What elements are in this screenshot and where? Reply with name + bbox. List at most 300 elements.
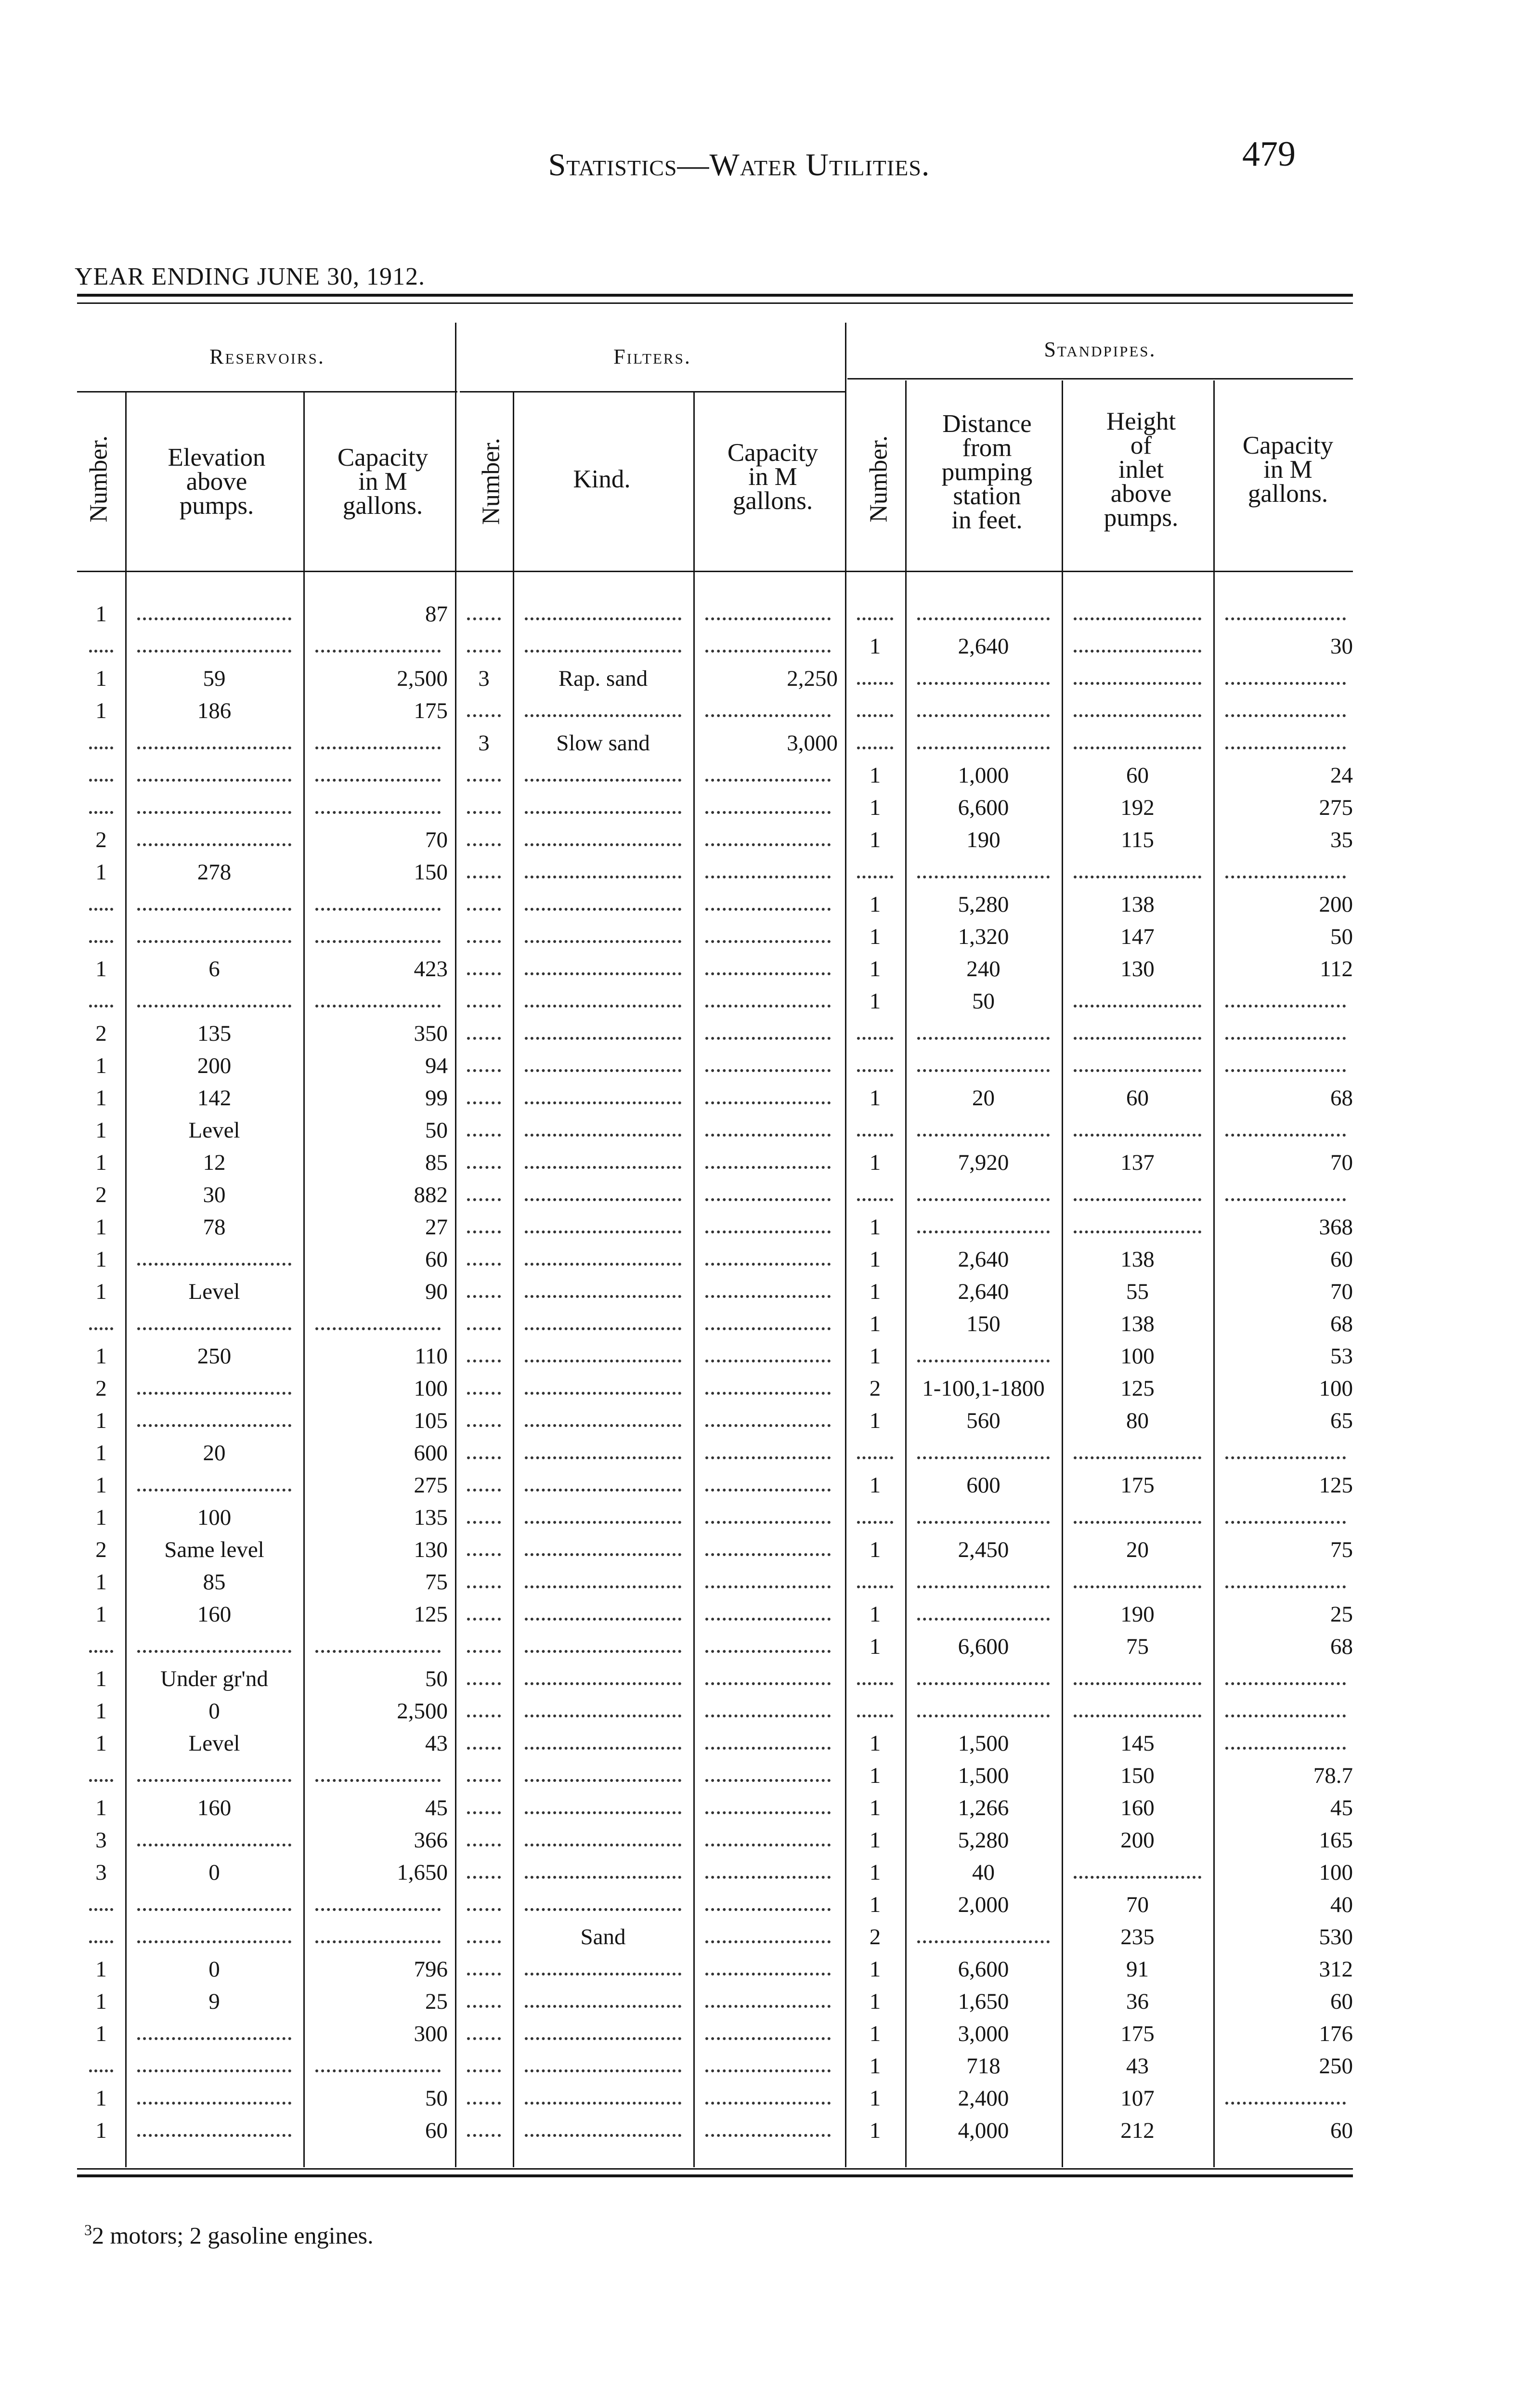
col-header-fil-kind: Kind.	[573, 465, 631, 493]
table-cell-rc: 300	[414, 2021, 448, 2046]
hdr-line: station	[953, 482, 1021, 510]
leader-dots	[525, 2102, 681, 2105]
table-cell-sn: 1	[869, 1860, 881, 1885]
leader-dots	[1225, 617, 1346, 620]
table-cell-rn: 1	[95, 1086, 107, 1111]
leader-dots	[705, 1198, 831, 1201]
leader-dots	[1074, 1198, 1201, 1201]
table-cell-sc: 70	[1330, 1150, 1353, 1175]
leader-dots	[705, 1811, 831, 1814]
table-cell-sd: 3,000	[958, 2021, 1009, 2046]
table-cell-rc: 27	[425, 1215, 448, 1240]
table-cell-re: 0	[208, 1860, 220, 1885]
leader-dots	[917, 1940, 1050, 1943]
leader-dots	[705, 1295, 831, 1298]
table-cell-sd: 2,640	[958, 634, 1009, 659]
table-cell-sn: 1	[869, 1311, 881, 1336]
hdr-line: Capacity	[727, 439, 818, 467]
hdr-line: in M	[1263, 456, 1312, 484]
hdr-line: above	[1110, 480, 1172, 508]
table-cell-sc: 53	[1330, 1344, 1353, 1369]
leader-dots	[467, 2102, 501, 2105]
leader-dots	[705, 940, 831, 943]
leader-dots	[1074, 1005, 1201, 1008]
leader-dots	[857, 1714, 893, 1717]
table-cell-sn: 1	[869, 827, 881, 852]
leader-dots	[89, 779, 113, 782]
table-cell-sn: 1	[869, 1247, 881, 1272]
table-cell-rn: 2	[95, 1537, 107, 1562]
table-cell-sh: 137	[1120, 1150, 1155, 1175]
table-cell-sh: 36	[1126, 1989, 1149, 2014]
hdr-line: Capacity	[337, 444, 429, 471]
table-cell-rn: 1	[95, 1215, 107, 1240]
table-cell-sd: 2,640	[958, 1247, 1009, 1272]
title-dash: —	[677, 147, 710, 183]
col-rule	[1062, 380, 1063, 2167]
table-cell-sd: 6,600	[958, 1634, 1009, 1659]
table-cell-sn: 1	[869, 795, 881, 820]
leader-dots	[705, 1166, 831, 1169]
leader-dots	[857, 682, 893, 685]
table-cell-sc: 24	[1330, 763, 1353, 788]
hdr-line: above	[186, 468, 247, 496]
leader-dots	[137, 1779, 291, 1782]
group-rule-mid	[460, 391, 845, 393]
table-cell-rn: 1	[95, 1408, 107, 1433]
leader-dots	[525, 1844, 681, 1846]
leader-dots	[467, 1973, 501, 1976]
leader-dots	[467, 1489, 501, 1492]
table-cell-sd: 1,000	[958, 763, 1009, 788]
leader-dots	[137, 1424, 291, 1427]
table-cell-rn: 1	[95, 1505, 107, 1530]
leader-dots	[917, 746, 1050, 749]
table-cell-rc: 50	[425, 2086, 448, 2111]
leader-dots	[1225, 1069, 1346, 1072]
table-cell-rc: 350	[414, 1021, 448, 1046]
leader-dots	[857, 1682, 893, 1685]
leader-dots	[315, 650, 441, 653]
hdr-line: Elevation	[168, 444, 266, 471]
table-cell-rc: 135	[414, 1505, 448, 1530]
leader-dots	[467, 1230, 501, 1233]
col-header-std-distance	[910, 412, 1064, 532]
leader-dots	[467, 1747, 501, 1750]
hdr-line: Capacity	[1242, 432, 1334, 459]
leader-dots	[137, 650, 291, 653]
leader-dots	[917, 1360, 1050, 1362]
table-cell-rn: 1	[95, 1150, 107, 1175]
leader-dots	[525, 1650, 681, 1653]
leader-dots	[467, 1908, 501, 1911]
col-rule	[513, 393, 514, 2167]
hdr-line: inlet	[1118, 456, 1164, 484]
leader-dots	[467, 779, 501, 782]
hdr-line: Distance	[942, 410, 1032, 438]
leader-dots	[917, 1069, 1050, 1072]
leader-dots	[917, 1521, 1050, 1524]
leader-dots	[1225, 1005, 1346, 1008]
leader-dots	[705, 1618, 831, 1621]
leader-dots	[467, 1585, 501, 1588]
table-cell-rc: 85	[425, 1150, 448, 1175]
leader-dots	[1225, 1134, 1346, 1137]
leader-dots	[467, 617, 501, 620]
leader-dots	[467, 1295, 501, 1298]
leader-dots	[315, 811, 441, 814]
top-rule-thin	[77, 302, 1353, 304]
col-header-res-number: Number.	[85, 435, 113, 523]
leader-dots	[525, 1005, 681, 1008]
table-cell-re: Level	[188, 1279, 240, 1304]
hdr-line: gallons.	[1247, 480, 1328, 508]
table-cell-sn: 1	[869, 1795, 881, 1820]
leader-dots	[705, 1327, 831, 1330]
table-cell-sc: 60	[1330, 2118, 1353, 2143]
col-header-std-capacity	[1218, 433, 1358, 506]
table-cell-rc: 150	[414, 860, 448, 885]
leader-dots	[315, 908, 441, 911]
table-cell-re: Same level	[164, 1537, 264, 1562]
table-cell-sn: 1	[869, 1957, 881, 1982]
leader-dots	[137, 1908, 291, 1911]
table-cell-sc: 40	[1330, 1892, 1353, 1917]
leader-dots	[467, 1779, 501, 1782]
table-cell-sd: 5,280	[958, 1828, 1009, 1853]
table-cell-sc: 75	[1330, 1537, 1353, 1562]
leader-dots	[525, 1908, 681, 1911]
leader-dots	[917, 1618, 1050, 1621]
table-cell-rc: 75	[425, 1570, 448, 1595]
hdr-line: pumps.	[179, 492, 254, 520]
leader-dots	[705, 617, 831, 620]
leader-dots	[705, 1940, 831, 1943]
leader-dots	[525, 1456, 681, 1459]
leader-dots	[89, 940, 113, 943]
table-cell-sd: 1,266	[958, 1795, 1009, 1820]
table-cell-rc: 25	[425, 1989, 448, 2014]
table-cell-rn: 1	[95, 1053, 107, 1078]
col-header-fil-number: Number.	[477, 438, 505, 525]
hdr-line: in M	[358, 468, 407, 496]
leader-dots	[917, 1198, 1050, 1201]
leader-dots	[525, 811, 681, 814]
leader-dots	[525, 1973, 681, 1976]
table-cell-rc: 60	[425, 2118, 448, 2143]
table-cell-rn: 3	[95, 1828, 107, 1853]
table-cell-re: 135	[197, 1021, 232, 1046]
leader-dots	[1225, 1714, 1346, 1717]
leader-dots	[315, 1940, 441, 1943]
leader-dots	[1074, 714, 1201, 717]
table-cell-sn: 1	[869, 989, 881, 1014]
table-cell-rc: 275	[414, 1473, 448, 1498]
table-cell-rc: 70	[425, 827, 448, 852]
leader-dots	[705, 1424, 831, 1427]
leader-dots	[137, 908, 291, 911]
table-cell-sh: 75	[1126, 1634, 1149, 1659]
leader-dots	[89, 1327, 113, 1330]
table-cell-rn: 1	[95, 1602, 107, 1627]
leader-dots	[525, 2069, 681, 2072]
leader-dots	[525, 1876, 681, 1879]
leader-dots	[705, 1779, 831, 1782]
leader-dots	[525, 972, 681, 975]
table-cell-sd: 150	[966, 1311, 1000, 1336]
leader-dots	[525, 876, 681, 878]
leader-dots	[525, 1521, 681, 1524]
table-cell-re: 59	[203, 666, 226, 691]
table-cell-rn: 1	[95, 1344, 107, 1369]
table-cell-sh: 138	[1120, 1311, 1155, 1336]
header-bottom-rule	[77, 571, 1353, 572]
leader-dots	[137, 746, 291, 749]
table-cell-sh: 100	[1120, 1344, 1155, 1369]
leader-dots	[137, 1005, 291, 1008]
table-cell-rn: 2	[95, 1376, 107, 1401]
leader-dots	[705, 876, 831, 878]
leader-dots	[467, 1360, 501, 1362]
table-cell-sc: 312	[1319, 1957, 1353, 1982]
leader-dots	[467, 1037, 501, 1040]
leader-dots	[705, 2037, 831, 2040]
table-cell-re: 9	[208, 1989, 220, 2014]
table-cell-sd: 718	[966, 2054, 1000, 2079]
table-cell-sc: 60	[1330, 1247, 1353, 1272]
leader-dots	[857, 1521, 893, 1524]
title-prefix: Statistics	[548, 147, 677, 183]
table-cell-sn: 1	[869, 1344, 881, 1369]
table-cell-sc: 35	[1330, 827, 1353, 852]
table-cell-fk: Sand	[580, 1924, 626, 1950]
leader-dots	[705, 1037, 831, 1040]
table-cell-re: 30	[203, 1182, 226, 1207]
title-rest: Water Utilities.	[709, 147, 930, 183]
table-cell-sc: 100	[1319, 1376, 1353, 1401]
table-cell-sn: 1	[869, 1537, 881, 1562]
leader-dots	[705, 1553, 831, 1556]
bottom-rule-thick	[77, 2174, 1353, 2177]
leader-dots	[137, 2102, 291, 2105]
table-cell-re: 160	[197, 1795, 232, 1820]
leader-dots	[467, 1069, 501, 1072]
leader-dots	[705, 714, 831, 717]
leader-dots	[705, 650, 831, 653]
leader-dots	[917, 1134, 1050, 1137]
table-cell-rn: 1	[95, 1795, 107, 1820]
leader-dots	[705, 1876, 831, 1879]
table-cell-sh: 107	[1120, 2086, 1155, 2111]
table-cell-rn: 1	[95, 1247, 107, 1272]
hdr-line: pumping	[941, 458, 1033, 486]
col-rule	[1213, 380, 1215, 2167]
leader-dots	[857, 1037, 893, 1040]
leader-dots	[89, 908, 113, 911]
table-cell-sh: 145	[1120, 1731, 1155, 1756]
group-standpipes: Standpipes.	[1044, 338, 1156, 361]
table-cell-sd: 1,650	[958, 1989, 1009, 2014]
table-cell-rn: 1	[95, 602, 107, 627]
table-cell-rn: 1	[95, 1731, 107, 1756]
table-cell-sn: 1	[869, 1892, 881, 1917]
table-cell-rc: 99	[425, 1086, 448, 1111]
leader-dots	[1225, 746, 1346, 749]
leader-dots	[137, 811, 291, 814]
leader-dots	[705, 972, 831, 975]
leader-dots	[705, 2005, 831, 2008]
leader-dots	[137, 1327, 291, 1330]
leader-dots	[467, 1650, 501, 1653]
col-header-res-elevation	[130, 445, 303, 518]
table-cell-rc: 100	[414, 1376, 448, 1401]
leader-dots	[705, 1456, 831, 1459]
table-cell-sh: 175	[1120, 2021, 1155, 2046]
table-cell-sh: 212	[1120, 2118, 1155, 2143]
table-cell-re: Under gr'nd	[160, 1666, 268, 1691]
col-rule	[303, 393, 305, 2167]
leader-dots	[1074, 1876, 1201, 1879]
leader-dots	[525, 1747, 681, 1750]
table-cell-sd: 190	[966, 827, 1000, 852]
table-cell-fk: Slow sand	[556, 731, 650, 756]
table-cell-rc: 130	[414, 1537, 448, 1562]
leader-dots	[1074, 1069, 1201, 1072]
leader-dots	[137, 843, 291, 846]
table-cell-rc: 87	[425, 602, 448, 627]
leader-dots	[705, 1263, 831, 1266]
leader-dots	[137, 2134, 291, 2137]
table-cell-sd: 7,920	[958, 1150, 1009, 1175]
leader-dots	[705, 1714, 831, 1717]
leader-dots	[1225, 2102, 1346, 2105]
leader-dots	[1225, 876, 1346, 878]
table-cell-fn: 3	[478, 666, 490, 691]
table-cell-sh: 130	[1120, 956, 1155, 982]
table-cell-re: 200	[197, 1053, 232, 1078]
leader-dots	[705, 1682, 831, 1685]
table-cell-sc: 275	[1319, 795, 1353, 820]
leader-dots	[467, 1166, 501, 1169]
leader-dots	[467, 1263, 501, 1266]
leader-dots	[467, 714, 501, 717]
table-cell-sh: 43	[1126, 2054, 1149, 2079]
leader-dots	[315, 1908, 441, 1911]
leader-dots	[857, 617, 893, 620]
leader-dots	[137, 1940, 291, 1943]
col-header-fil-capacity	[698, 441, 847, 513]
leader-dots	[917, 714, 1050, 717]
table-cell-rc: 2,500	[397, 1699, 448, 1724]
table-cell-sc: 68	[1330, 1311, 1353, 1336]
group-reservoirs: Reservoirs.	[209, 345, 325, 368]
leader-dots	[1074, 1456, 1201, 1459]
table-cell-rc: 60	[425, 1247, 448, 1272]
leader-dots	[705, 1392, 831, 1395]
table-cell-rc: 796	[414, 1957, 448, 1982]
table-cell-rn: 1	[95, 1473, 107, 1498]
col-header-res-capacity	[308, 445, 457, 518]
leader-dots	[137, 940, 291, 943]
leader-dots	[467, 908, 501, 911]
table-cell-rc: 45	[425, 1795, 448, 1820]
table-cell-rn: 1	[95, 698, 107, 723]
table-cell-re: 186	[197, 698, 232, 723]
table-cell-sc: 250	[1319, 2054, 1353, 2079]
leader-dots	[1225, 1747, 1346, 1750]
table-cell-rn: 1	[95, 1699, 107, 1724]
table-cell-rn: 1	[95, 2021, 107, 2046]
leader-dots	[467, 1940, 501, 1943]
leader-dots	[467, 1844, 501, 1846]
table-cell-sn: 1	[869, 1086, 881, 1111]
table-cell-sn: 1	[869, 2021, 881, 2046]
leader-dots	[315, 2069, 441, 2072]
footnote-text: 2 motors; 2 gasoline engines.	[92, 2222, 374, 2249]
table-cell-sc: 70	[1330, 1279, 1353, 1304]
leader-dots	[525, 1779, 681, 1782]
leader-dots	[89, 1908, 113, 1911]
table-cell-sc: 78.7	[1313, 1763, 1353, 1788]
leader-dots	[467, 650, 501, 653]
table-cell-rc: 50	[425, 1118, 448, 1143]
table-cell-rn: 2	[95, 827, 107, 852]
table-cell-rc: 50	[425, 1666, 448, 1691]
hdr-line: Height	[1106, 407, 1176, 435]
leader-dots	[705, 1134, 831, 1137]
table-cell-sn: 1	[869, 1473, 881, 1498]
leader-dots	[525, 650, 681, 653]
table-cell-sn: 1	[869, 924, 881, 949]
leader-dots	[917, 1230, 1050, 1233]
leader-dots	[315, 1327, 441, 1330]
leader-dots	[705, 1973, 831, 1976]
table-cell-sd: 2,000	[958, 1892, 1009, 1917]
table-cell-sn: 1	[869, 1150, 881, 1175]
leader-dots	[89, 1779, 113, 1782]
leader-dots	[705, 1005, 831, 1008]
table-cell-sc: 68	[1330, 1086, 1353, 1111]
leader-dots	[467, 1553, 501, 1556]
col-rule	[905, 380, 907, 2167]
table-cell-rn: 1	[95, 1989, 107, 2014]
leader-dots	[89, 811, 113, 814]
leader-dots	[467, 2037, 501, 2040]
hdr-line: from	[962, 434, 1012, 462]
leader-dots	[917, 1037, 1050, 1040]
leader-dots	[1225, 1682, 1346, 1685]
leader-dots	[705, 1230, 831, 1233]
leader-dots	[89, 2069, 113, 2072]
table-cell-sh: 147	[1120, 924, 1155, 949]
leader-dots	[705, 1489, 831, 1492]
leader-dots	[467, 1521, 501, 1524]
page-number: 479	[1242, 134, 1296, 174]
leader-dots	[1074, 682, 1201, 685]
leader-dots	[467, 1876, 501, 1879]
leader-dots	[525, 843, 681, 846]
leader-dots	[917, 617, 1050, 620]
table-cell-rn: 1	[95, 1118, 107, 1143]
table-cell-fc: 2,250	[787, 666, 838, 691]
table-cell-rc: 882	[414, 1182, 448, 1207]
leader-dots	[525, 940, 681, 943]
table-cell-rc: 423	[414, 956, 448, 982]
leader-dots	[89, 650, 113, 653]
leader-dots	[467, 1714, 501, 1717]
table-cell-re: 12	[203, 1150, 226, 1175]
leader-dots	[705, 1069, 831, 1072]
